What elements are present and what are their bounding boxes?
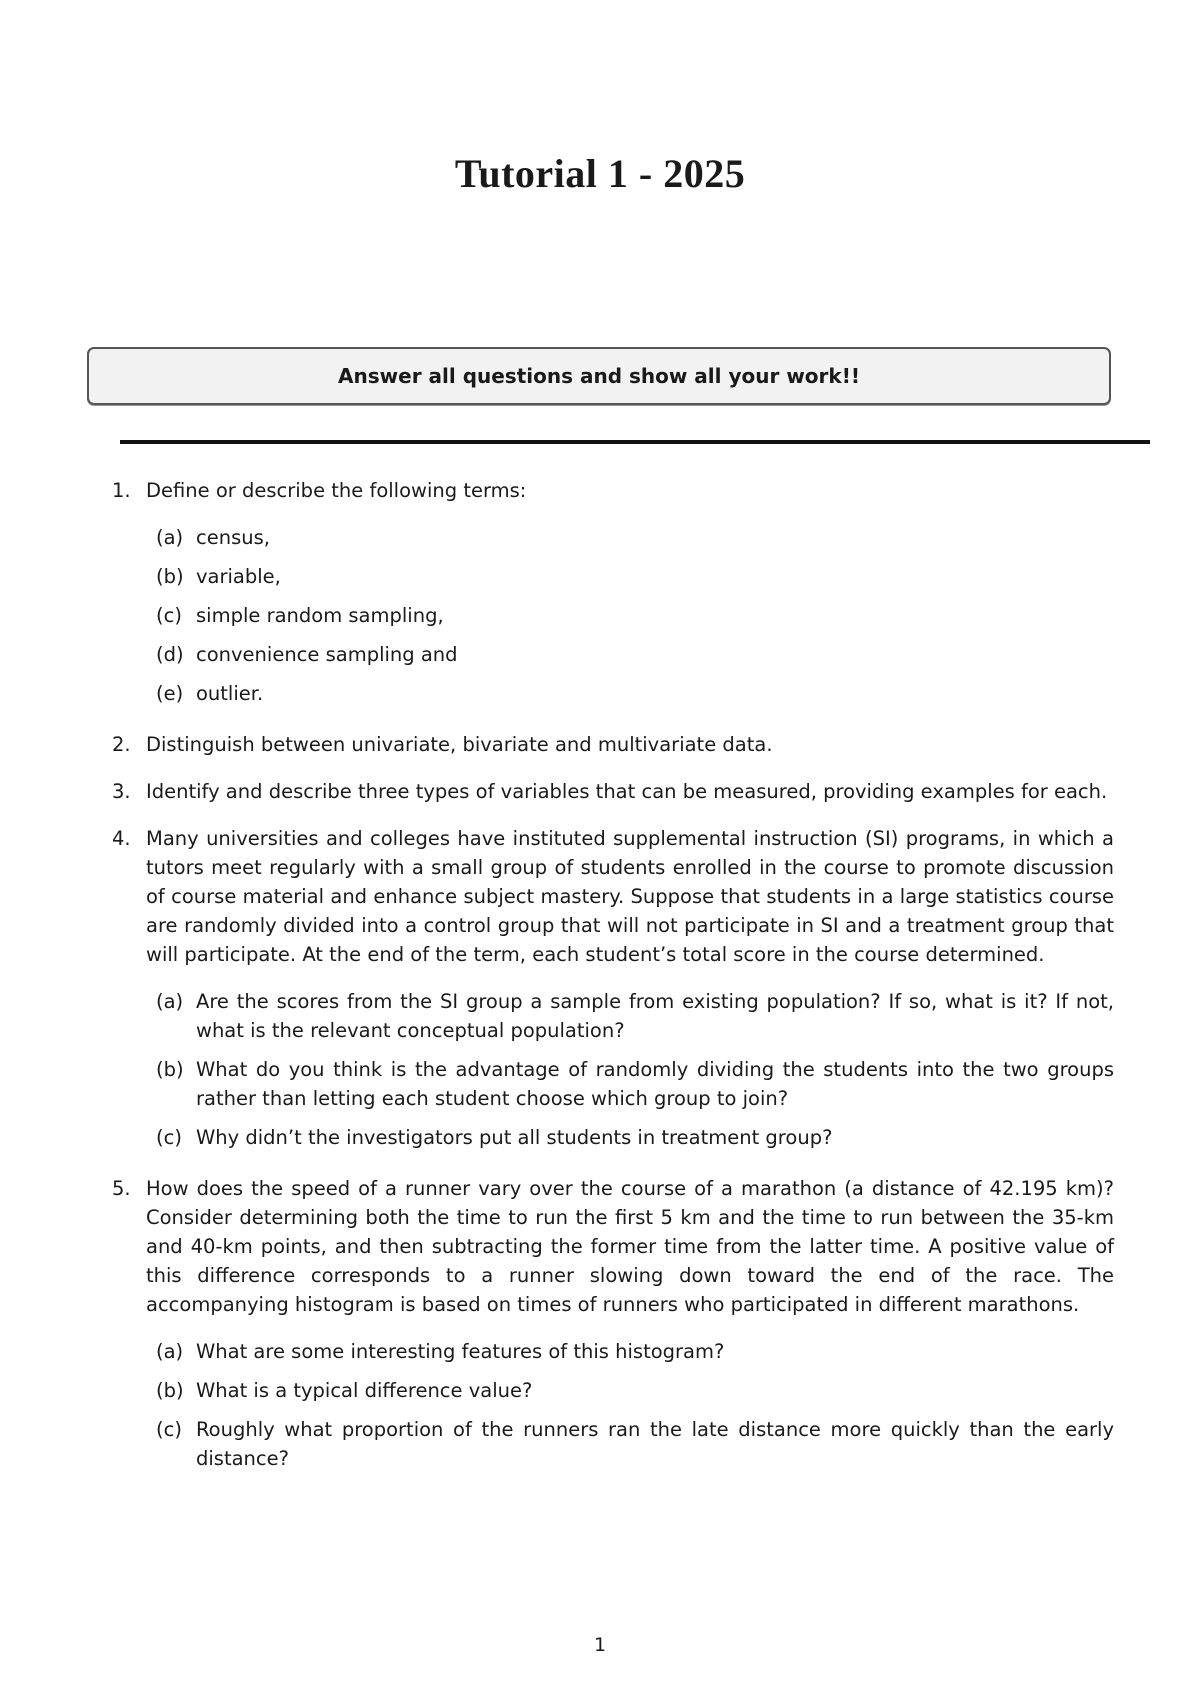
question-number: 1. bbox=[112, 479, 131, 502]
subpart-text: What is a typical difference value? bbox=[196, 1379, 533, 1402]
question-number: 3. bbox=[112, 780, 131, 803]
subpart-text: Why didn’t the investigators put all students in treatment group? bbox=[196, 1126, 833, 1149]
instructions-text: Answer all questions and show all your work!! bbox=[338, 364, 860, 388]
question-text: Define or describe the following terms: bbox=[146, 479, 527, 502]
subpart bbox=[112, 1415, 1114, 1473]
subpart-text: What are some interesting features of this histogram? bbox=[196, 1340, 725, 1363]
question-2 bbox=[112, 730, 1114, 759]
subpart bbox=[112, 523, 1114, 552]
subpart-label: (b) bbox=[156, 1379, 184, 1402]
question-1 bbox=[112, 476, 1114, 505]
instructions-banner bbox=[87, 347, 1111, 405]
subpart-label: (b) bbox=[156, 1058, 184, 1081]
subpart bbox=[112, 1055, 1114, 1113]
horizontal-rule bbox=[120, 440, 1150, 444]
subpart bbox=[112, 562, 1114, 591]
subpart-text: convenience sampling and bbox=[196, 643, 458, 666]
subpart bbox=[112, 640, 1114, 669]
subpart bbox=[112, 1123, 1114, 1152]
subpart-text: variable, bbox=[196, 565, 281, 588]
subpart-label: (a) bbox=[156, 526, 184, 549]
question-4 bbox=[112, 824, 1114, 969]
subpart-text: outlier. bbox=[196, 682, 264, 705]
subpart bbox=[112, 601, 1114, 630]
subpart-text: Roughly what proportion of the runners ran the late distance more quickly than the early distance? bbox=[196, 1418, 1114, 1470]
subpart bbox=[112, 679, 1114, 708]
subpart-label: (a) bbox=[156, 990, 184, 1013]
question-text: How does the speed of a runner vary over the course of a marathon (a distance of 42.195 km)? Consider determining both the time to run the first 5 km and the time to run between the 35-km and 40-km points, and then subtracting the former time from the latter time. A positive value of this difference corresponds to a runner slowing down toward the end of the race. The accompanying histogram is based on times of runners who participated in different marathons. bbox=[146, 1177, 1114, 1316]
subpart-label: (a) bbox=[156, 1340, 184, 1363]
subpart-text: census, bbox=[196, 526, 270, 549]
subpart-label: (c) bbox=[156, 1126, 182, 1149]
question-number: 2. bbox=[112, 733, 131, 756]
question-text: Distinguish between univariate, bivariate and multivariate data. bbox=[146, 733, 773, 756]
subpart-label: (d) bbox=[156, 643, 184, 666]
question-5 bbox=[112, 1174, 1114, 1319]
subpart bbox=[112, 987, 1114, 1045]
question-number: 5. bbox=[112, 1177, 131, 1200]
question-number: 4. bbox=[112, 827, 131, 850]
subpart-label: (c) bbox=[156, 1418, 182, 1441]
question-list bbox=[112, 476, 1114, 1495]
question-5-subparts bbox=[112, 1337, 1114, 1473]
subpart-label: (e) bbox=[156, 682, 184, 705]
subpart-text: simple random sampling, bbox=[196, 604, 444, 627]
question-4-subparts bbox=[112, 987, 1114, 1152]
subpart-text: Are the scores from the SI group a sample from existing population? If so, what is it? If not, what is the relevant conceptual population? bbox=[196, 990, 1114, 1042]
subpart bbox=[112, 1337, 1114, 1366]
subpart bbox=[112, 1376, 1114, 1405]
subpart-label: (b) bbox=[156, 565, 184, 588]
subpart-label: (c) bbox=[156, 604, 182, 627]
question-text: Identify and describe three types of variables that can be measured, providing examples for each. bbox=[146, 780, 1108, 803]
question-3 bbox=[112, 777, 1114, 806]
page-number: 1 bbox=[593, 1634, 607, 1656]
subpart-text: What do you think is the advantage of randomly dividing the students into the two groups rather than letting each student choose which group to join? bbox=[196, 1058, 1114, 1110]
page-title: Tutorial 1 - 2025 bbox=[454, 151, 746, 196]
question-text: Many universities and colleges have instituted supplemental instruction (SI) programs, in which a tutors meet regularly with a small group of students enrolled in the course to promote discussion of course material and enhance subject mastery. Suppose that students in a large statistics course are randomly divided into a control group that will not participate in SI and a treatment group that will participate. At the end of the term, each student’s total score in the course determined. bbox=[146, 827, 1114, 966]
question-1-subparts bbox=[112, 523, 1114, 708]
